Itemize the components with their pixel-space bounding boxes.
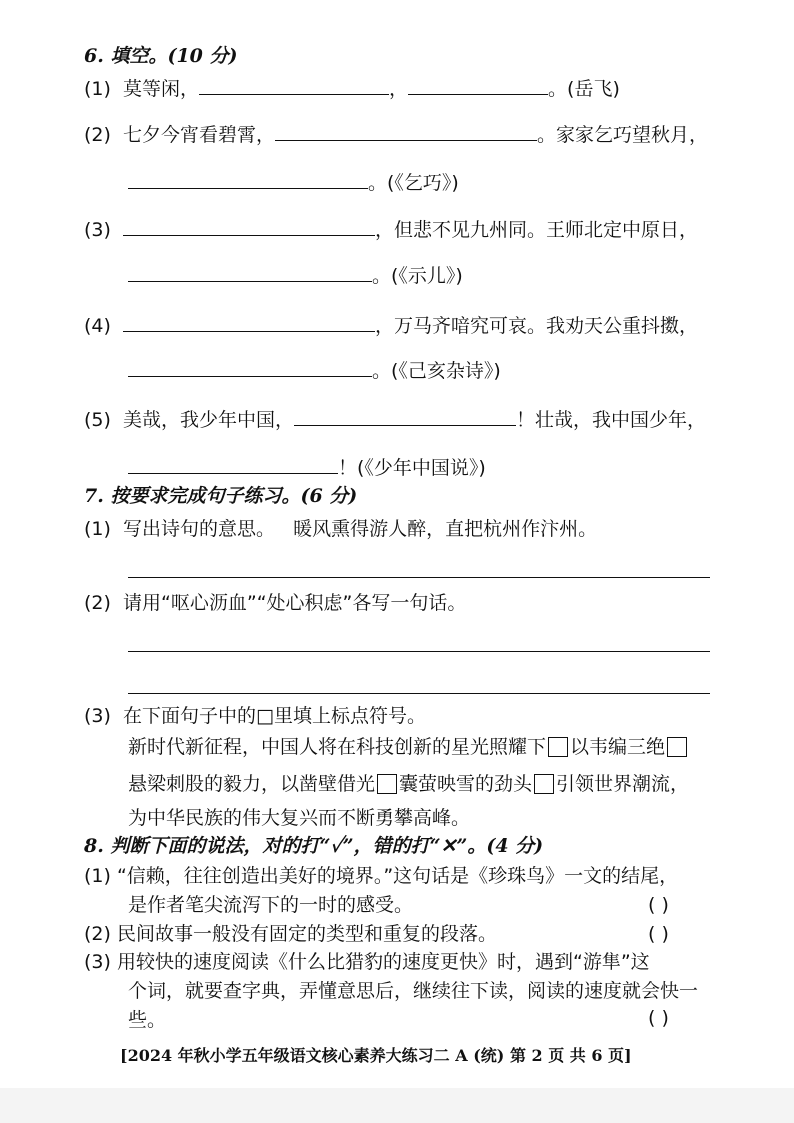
q8-item-3-line-3: 些。 (128, 1009, 167, 1031)
answer-blank[interactable] (128, 263, 372, 282)
q7-item-3: (3) 在下面句子中的□里填上标点符号。 (84, 705, 426, 727)
answer-blank[interactable] (199, 76, 389, 95)
q6-item-3: (3) ，但悲不见九州同。王师北定中原日， (84, 219, 699, 241)
answer-blank[interactable] (408, 76, 548, 95)
q8-item-3-line-2: 个词，就要查字典，弄懂意思后，继续往下读，阅读的速度就会快一 (128, 980, 699, 1002)
q6-item-2: (2) 七夕今宵看碧霄， 。家家乞巧望秋月， (84, 124, 709, 146)
answer-blank[interactable] (128, 358, 372, 377)
q6-title: 6. 填空。(10 分) (84, 45, 238, 67)
q7-item-3-line-1: 新时代新征程，中国人将在科技创新的星光照耀下 以韦编三绝 (128, 735, 689, 759)
answer-line[interactable] (128, 577, 710, 578)
answer-blank[interactable] (123, 313, 375, 332)
q6-item-4: (4) ，万马齐喑究可哀。我劝天公重抖擞， (84, 315, 699, 337)
q8-item-2: (2) 民间故事一般没有固定的类型和重复的段落。 (84, 923, 497, 945)
answer-line[interactable] (128, 651, 710, 652)
punctuation-box[interactable] (667, 737, 687, 757)
answer-blank[interactable] (128, 455, 338, 474)
q6-item-4-cont: 。(《己亥杂诗》) (128, 358, 501, 383)
answer-blank[interactable] (128, 170, 368, 189)
answer-line[interactable] (128, 693, 710, 694)
q6-item-5-cont: ！(《少年中国说》) (128, 455, 486, 480)
punctuation-box[interactable] (548, 737, 568, 757)
answer-blank[interactable] (294, 407, 516, 426)
answer-parentheses[interactable]: ( ) (648, 923, 669, 945)
bottom-margin (0, 1088, 794, 1123)
page-footer: [2024 年秋小学五年级语文核心素养大练习二 A (统) 第 2 页 共 6 页] (120, 1046, 632, 1065)
q6-item-2-cont: 。(《乞巧》) (128, 170, 459, 195)
answer-blank[interactable] (275, 122, 537, 141)
q8-item-1-line-2: 是作者笔尖流泻下的一时的感受。 (128, 894, 414, 916)
q8-item-3: (3) 用较快的速度阅读《什么比猎豹的速度更快》时，遇到“游隼”这 (84, 951, 650, 973)
q6-item-5: (5) 美哉，我少年中国， ！壮哉，我中国少年， (84, 409, 707, 431)
punctuation-box[interactable] (377, 774, 397, 794)
punctuation-box[interactable] (534, 774, 554, 794)
q7-item-3-line-3: 为中华民族的伟大复兴而不断勇攀高峰。 (128, 807, 471, 829)
q8-item-1: (1) “信赖，往往创造出美好的境界。”这句话是《珍珠鸟》一文的结尾， (84, 865, 679, 887)
q7-item-2: (2) 请用“呕心沥血”“处心积虑”各写一句话。 (84, 592, 467, 614)
q6-item-1: (1) 莫等闲， ， 。(岳飞) (84, 78, 620, 100)
q8-title: 8. 判断下面的说法，对的打“✓”，错的打“✕”。(4 分) (84, 835, 544, 857)
answer-parentheses[interactable]: ( ) (648, 1007, 669, 1029)
q6-item-3-cont: 。(《示儿》) (128, 263, 463, 288)
answer-parentheses[interactable]: ( ) (648, 894, 669, 916)
q7-title: 7. 按要求完成句子练习。(6 分) (84, 485, 358, 507)
q7-item-1: (1) 写出诗句的意思。 暖风熏得游人醉，直把杭州作汴州。 (84, 518, 598, 540)
q7-item-3-line-2: 悬梁刺股的毅力，以凿壁借光 囊萤映雪的劲头 引领世界潮流， (128, 773, 690, 795)
answer-blank[interactable] (123, 217, 375, 236)
